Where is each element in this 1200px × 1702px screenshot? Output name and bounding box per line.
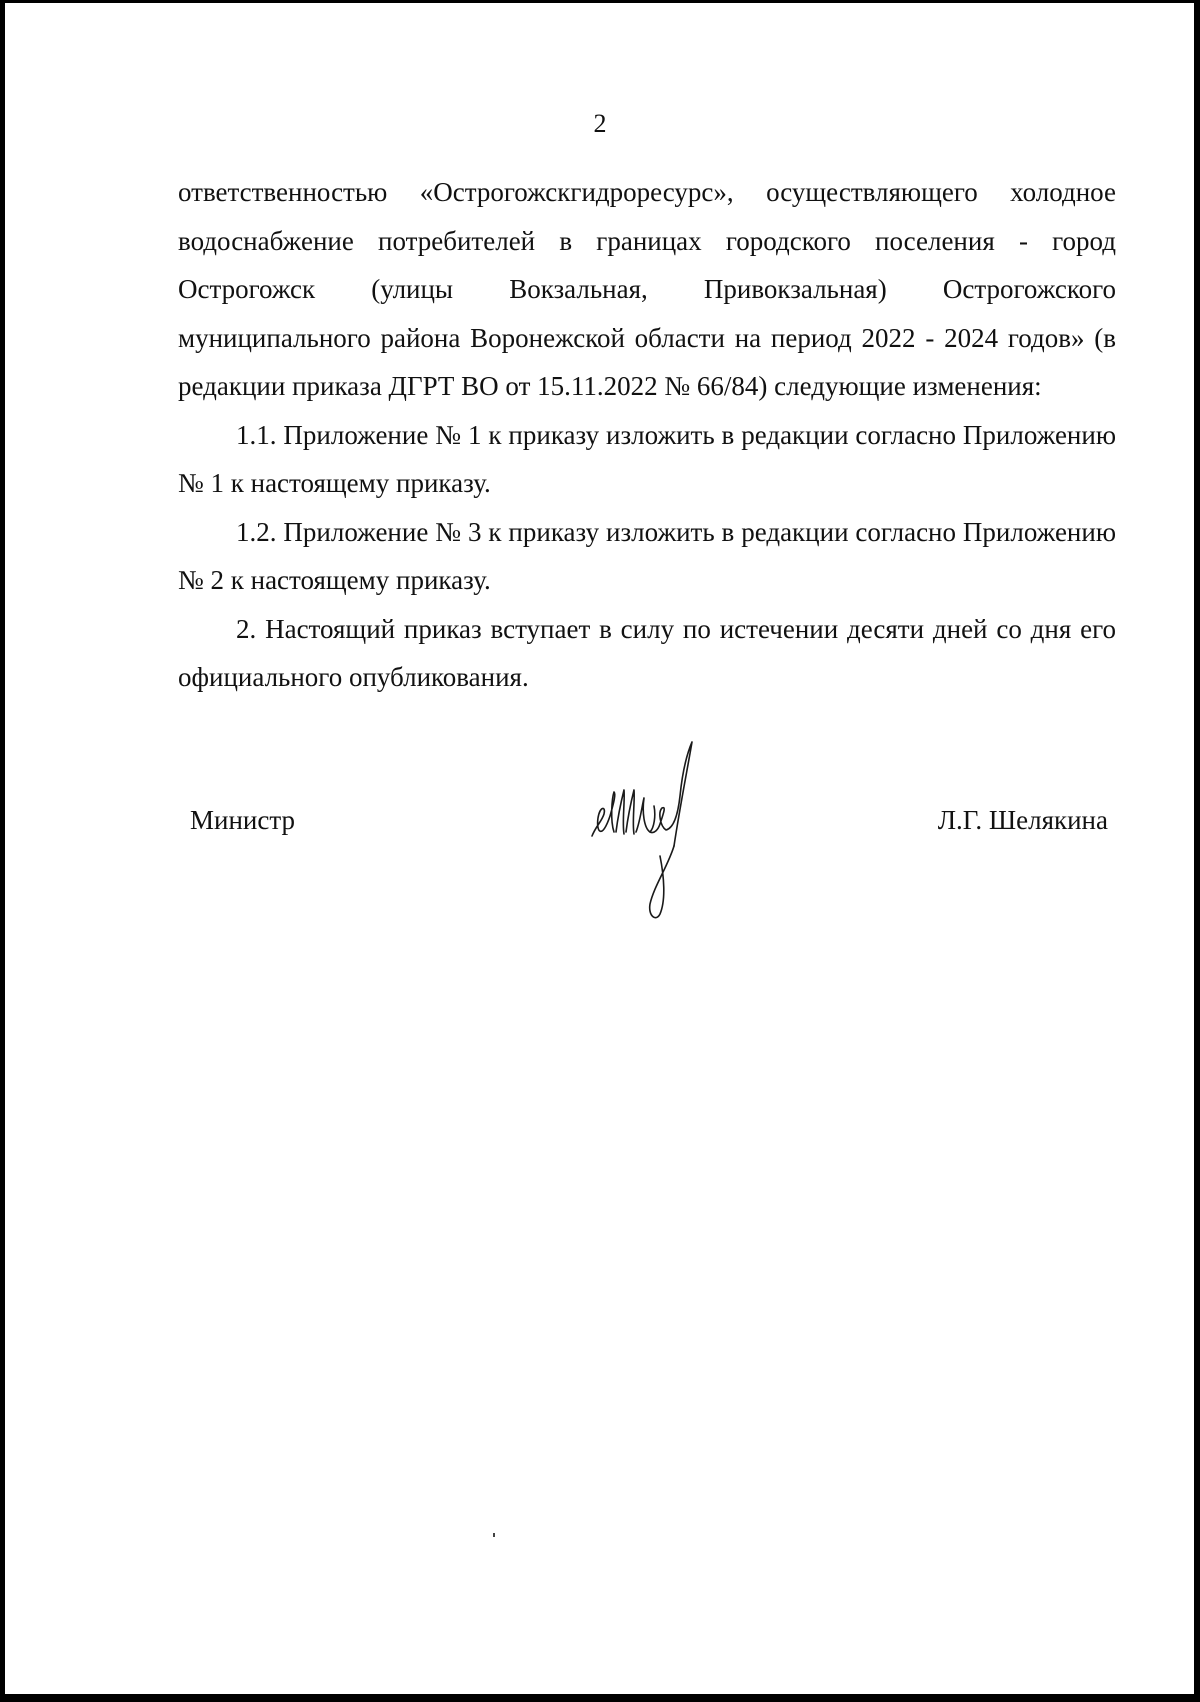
signer-name: Л.Г. Шелякина	[937, 805, 1108, 835]
paragraph-item-2: 2. Настоящий приказ вступает в силу по истечении десяти дней со дня его официального опубликования.	[178, 613, 1116, 692]
document-body	[178, 168, 1116, 702]
paragraph-item-1-1: 1.1. Приложение № 1 к приказу изложить в редакции согласно Приложению № 1 к настоящему приказу.	[178, 419, 1116, 498]
signer-title: Министр	[190, 805, 295, 835]
scan-speck	[493, 1533, 495, 1537]
paragraph-continuation: ответственностью «Острогожскгидроресурс», осуществляющего холодное водоснабжение потребителей в границах городского поселения - город Острогожск (улицы Вокзальная, Привокзальная) Острогожского муниципального района Воронежской области на период 2022 - 2024 годов» (в редакции приказа ДГРТ ВО от 15.11.2022 № 66/84) следующие изменения:	[178, 177, 1116, 401]
handwritten-signature	[584, 736, 714, 926]
paragraph-item-1-2: 1.2. Приложение № 3 к приказу изложить в редакции согласно Приложению № 2 к настоящему приказу.	[178, 516, 1116, 595]
page-number: 2	[593, 109, 607, 138]
